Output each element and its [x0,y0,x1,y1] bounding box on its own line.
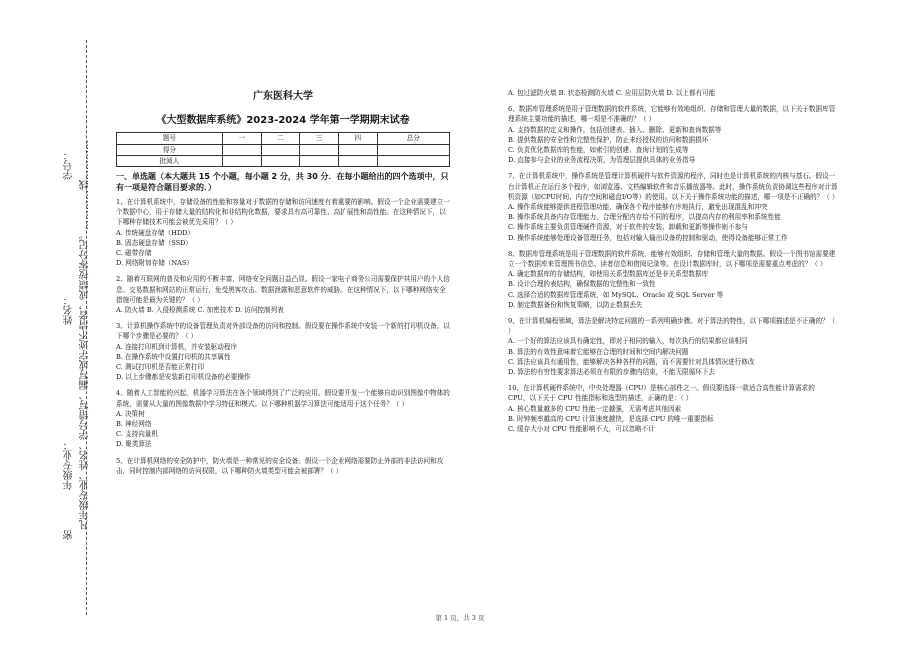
score-row-label: 得分 [117,144,223,155]
binding-dashed-line [86,40,87,615]
answer-option: D. 操作系统能够处理设备管理任务，包括对输入输出设备的控制和驱动，使得设备能够正常工作 [508,233,788,242]
answer-option: D. 制定数据备份和恢复策略，以防止数据丢失 [508,300,643,309]
question-block [508,316,838,377]
score-table-header: 一 [222,133,261,144]
answer-option: B. 神经网络 [116,420,152,429]
answer-option: A. 操作系统能够提供进程管理功能，确保各个程序能够有序地执行，避免出现混乱和冲突 [508,203,768,212]
question-block [116,388,450,449]
answer-option: C. 测试打印机是否能正常打印 [116,363,205,372]
score-table-header: 总分 [377,133,449,144]
right-column [508,88,838,440]
answer-option: D. 算法的有穷性要求算法必须在有限的步骤内结束，不能无限循环下去 [508,368,716,377]
question-stem: 10、在计算机硬件系统中，中央处理器（CPU）是核心部件之一。假设要选择一款适合高性能计算需求的 CPU，以下关于 CPU 性能指标和选型的描述，正确的是：（ ） [508,384,815,403]
question-block [508,88,838,98]
question-block [116,456,450,476]
question-stem: 5、在计算机网络的安全防护中，防火墙是一种常见的安全设备。假设一个企业网络需要防止外部的非法访问和攻击，同时控制内部网络的访问权限，以下哪种防火墙类型可能会被部署？（ ） [116,456,444,475]
question-block [508,104,838,165]
notice-text: 凡年级专业、姓名、学号错写、漏写或字迹不清者，成绩按零分记。…………线………… [80,140,91,530]
page-footer: 第 1 页，共 3 页 [435,614,485,622]
score-table-header-row [117,133,450,144]
seal-text: 密 [64,530,75,540]
score-cell[interactable] [261,155,300,166]
answer-option: B. 提供数据的安全性和完整性保护，防止未经授权的访问和数据损坏 [508,135,709,144]
answer-option: A. 核心数量越多的 CPU 性能一定越强，无需考虑其他因素 [508,404,682,413]
score-table-header: 二 [261,133,300,144]
section-heading: 一、单选题（本大题共 15 个小题，每小题 2 分，共 30 分．在每小题给出的四个选项中，只有一项是符合题目要求的．） [116,172,449,193]
score-table [116,132,450,167]
question-stem: 8、数据库管理系统是用于管理数据的软件系统，能够有效组织、存储和管理大量的数据。假设一个图书馆需要建立一个数据库来管理图书信息、读者信息和借阅记录等。在设计数据库时，以下哪项是需要重点考虑的？（ ） [508,249,836,269]
answer-option: C. 算法应该具有通用性，能够解决各种各样的问题，而不需要针对具体情况进行修改 [508,357,755,366]
question-block [508,249,838,310]
score-cell[interactable] [377,155,449,166]
grade-major-label: 年级专业： [64,440,75,490]
student-id-label: 学号： [64,150,75,180]
answer-option: C. 负责优化数据库的性能，如索引的创建、查询计划的生成等 [508,146,689,155]
answer-option: B. 操作系统具备内存管理能力，合理分配内存给不同的程序，以提高内存的利用率和系统性能 [508,213,781,222]
question-block [508,171,838,242]
score-cell[interactable] [222,155,261,166]
score-cell[interactable] [300,144,339,155]
answer-option: A. 决策树 [116,409,145,418]
score-cell[interactable] [300,155,339,166]
answer-option: A. 防火墙 B. 入侵检测系统 C. 加密技术 D. 访问控制列表 [116,306,284,315]
answer-option: B. 固态硬盘存储（SSD） [116,238,192,247]
question-stem: 6、数据库管理系统是用于管理数据的软件系统，它能够有效地组织、存储和管理大量的数据，以下关于数据库管理系统主要功能的描述，哪一项是不准确的？（ ） [508,105,836,124]
answer-option: B. 设计合理的表结构，确保数据的完整性和一致性 [508,280,656,289]
answer-option: D. 聚类算法 [116,440,152,449]
exam-title: 《大型数据库系统》2023-2024 学年第一学期期末试卷 [156,115,410,127]
answer-option: A. 一个好的算法应该具有确定性，即对于相同的输入，每次执行的结果都应该相同 [508,337,748,346]
score-cell[interactable] [377,144,449,155]
score-table-header: 三 [300,133,339,144]
question-block [116,197,450,268]
answer-option: C. 操作系统主要负责管理硬件资源，对于软件的安装、卸载和更新等操作则不参与 [508,223,748,232]
student-name-label: 姓名： [64,295,75,325]
question-stem: 3、计算机操作系统中的设备管理负责对外部设备的访问和控制。假设要在操作系统中安装一个新的打印机设备，以下哪个步骤是必要的？（ ） [116,322,450,341]
question-stem: 9、在计算机编程领域，算法是解决特定问题的一系列明确步骤。对于算法的特性，以下哪项描述是不正确的？（ ） [508,317,836,336]
answer-option: C. 选择合适的数据库管理系统，如 MySQL、Oracle 或 SQL Server 等 [508,290,724,299]
score-row-label: 批阅人 [117,155,223,166]
right-question-list [508,88,838,434]
answer-option: D. 以上步骤都是安装新打印机设备的必要操作 [116,373,251,382]
score-cell[interactable] [338,155,377,166]
answer-option: A. 确定数据库的存储结构，如使用关系型数据库还是非关系型数据库 [508,270,709,279]
binding-sidebar [0,0,100,651]
score-table-row [117,144,450,155]
answer-option: D. 网络附加存储（NAS） [116,259,194,268]
answer-option: B. 算法的有效性意味着它能够在合理的时间和空间内解决问题 [508,347,689,356]
question-stem: 4、随着人工智能的兴起，机器学习算法在各个领域得到了广泛的应用。假设要开发一个能够自动识别图像中物体的系统，需要从大量的图像数据中学习特征和模式。以下哪种机器学习算法可能适用于这个任务？（ ） [116,389,450,408]
answer-option: A. 连接打印机到计算机，并安装驱动程序 [116,342,238,351]
score-cell[interactable] [338,144,377,155]
score-table-header: 题号 [117,133,223,144]
left-column [116,92,450,482]
answer-option: C. 缓存大小对 CPU 性能影响不大，可以忽略不计 [508,425,655,434]
score-table-row [117,155,450,166]
answer-option: A. 包过滤防火墙 B. 状态检测防火墙 C. 应用层防火墙 D. 以上都有可能 [508,89,716,97]
left-question-list [116,197,450,476]
question-block [116,274,450,315]
answer-option: A. 传统硬盘存储（HDD） [116,228,195,237]
answer-option: B. 时钟频率越高的 CPU 计算速度越快，是选择 CPU 的唯一重要指标 [508,414,714,423]
answer-option: B. 在操作系统中设置打印机的共享属性 [116,352,231,361]
answer-option: D. 直接参与企业的业务流程决策，为管理层提供具体的业务指导 [508,156,696,165]
question-stem: 1、在计算机系统中，存储设备的性能和容量对于数据的存储和访问速度有着重要的影响。假设一个企业需要建立一个数据中心，用于存储大量的结构化和非结构化数据，要求具有高可靠性、高扩展性和高性能。在这种情况下，以下哪种存储技术可能会被优先采用？（ ） [116,198,450,227]
score-table-header: 四 [338,133,377,144]
question-block [116,321,450,382]
score-cell[interactable] [222,144,261,155]
university-name: 广东医科大学 [253,91,313,102]
question-block [508,383,838,434]
answer-option: C. 支持向量机 [116,430,158,439]
question-stem: 7、在计算机系统中，操作系统是管理计算机硬件与软件资源的程序，同时也是计算机系统的内核与基石。假设一台计算机正在运行多个程序，如浏览器、文档编辑软件和音乐播放器等。此时，操作系统负责协调这些程序对计算机资源（如CPU时间、内存空间和磁盘I/O等）的使用。以下关于操作系统功能的描述，哪一项是不正确的？（ ） [508,172,839,201]
answer-option: C. 磁带存储 [116,249,152,258]
score-cell[interactable] [261,144,300,155]
question-stem: 2、随着互联网的普及和应用的不断丰富，网络安全问题日益凸显。假设一家电子商务公司需要保护其用户的个人信息、交易数据和网站的正常运行，免受黑客攻击、数据泄露和恶意软件的威胁。在这种情况下，以下哪种网络安全措施可能是最为关键的？（ ） [116,275,450,304]
answer-option: A. 支持数据的定义和操作，包括创建表、插入、删除、更新和查询数据等 [508,125,722,134]
